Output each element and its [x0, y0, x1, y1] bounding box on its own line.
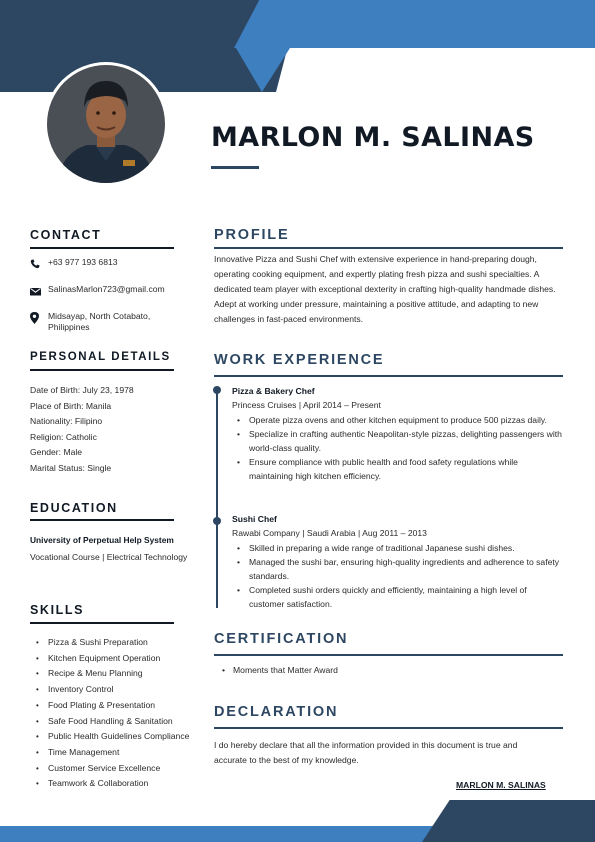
job-duty: • Skilled in preparing a wide range of traditional Japanese sushi dishes.: [242, 541, 564, 555]
job-duties: [242, 541, 564, 611]
header-blue-band: [234, 0, 595, 48]
profile-summary: Innovative Pizza and Sushi Chef with extensive experience in hand-preparing dough, operating cooking equipment, and expertly plating fresh pizza and sushi specialties. A dedicated team player with exceptional dexterity in crafting high-quality handmade dishes. Adept at working under pressure, maintaining a positive attitude, and adapting to new challenges in fast-paced environments.: [214, 254, 556, 324]
job-company-dates: Princess Cruises | April 2014 – Present: [232, 400, 381, 410]
email-address[interactable]: SalinasMarlon723@gmail.com: [48, 284, 165, 294]
personal-details-rule: [30, 369, 174, 371]
timeline-dot: [213, 386, 221, 394]
skill-item: • Teamwork & Collaboration: [36, 776, 196, 792]
personal-detail-religion: Religion: Catholic: [30, 431, 97, 442]
declaration-text: I do hereby declare that all the information provided in this document is true and accurate to the best of my knowledge.: [214, 740, 518, 765]
personal-detail-nationality: Nationality: Filipino: [30, 416, 103, 427]
contact-phone: [30, 256, 188, 274]
skill-item: • Time Management: [36, 745, 196, 761]
profile-photo: [44, 62, 168, 186]
job-duties: [242, 413, 564, 483]
address-text: Midsayap, North Cotabato, Philippines: [48, 311, 151, 332]
certification-heading: CERTIFICATION: [214, 631, 349, 647]
personal-details-heading: PERSONAL DETAILS: [30, 351, 171, 363]
contact-heading: CONTACT: [30, 228, 102, 242]
job-title: Sushi Chef: [232, 514, 277, 524]
education-course: Vocational Course | Electrical Technology: [30, 552, 188, 562]
skills-list: [36, 635, 196, 792]
personal-detail-birthplace: Place of Birth: Manila: [30, 400, 112, 411]
certification-rule: [214, 654, 563, 656]
work-experience-rule: [214, 375, 563, 377]
job-duty: • Ensure compliance with public health and food safety regulations while maintaining high kitchen efficiency.: [242, 455, 564, 483]
skill-item: • Food Plating & Presentation: [36, 698, 196, 714]
name-underline: [211, 166, 259, 169]
job-duty: • Specialize in crafting authentic Neapolitan-style pizzas, delighting passengers with world-class quality.: [242, 427, 564, 455]
timeline-dot: [213, 517, 221, 525]
phone-icon: [30, 256, 48, 274]
location-pin-icon: [30, 311, 48, 329]
certification-name: Moments that Matter Award: [233, 665, 338, 675]
job-entry-1: [232, 385, 564, 483]
job-title: Pizza & Bakery Chef: [232, 386, 315, 396]
candidate-name: MARLON M. SALINAS: [211, 122, 535, 153]
contact-address: [30, 311, 188, 333]
skill-item: • Customer Service Excellence: [36, 761, 196, 777]
skill-item: • Public Health Guidelines Compliance: [36, 729, 196, 745]
mail-icon: [30, 283, 48, 301]
job-duty: • Operate pizza ovens and other kitchen equipment to produce 500 pizzas daily.: [242, 413, 564, 427]
signature-name: MARLON M. SALINAS: [456, 780, 546, 790]
timeline-line: [216, 388, 218, 608]
phone-number: +63 977 193 6813: [48, 257, 118, 267]
profile-rule: [214, 247, 563, 249]
skill-item: • Safe Food Handling & Sanitation: [36, 714, 196, 730]
job-entry-2: [232, 513, 564, 611]
skill-item: • Pizza & Sushi Preparation: [36, 635, 196, 651]
contact-email: [30, 283, 188, 301]
declaration-heading: DECLARATION: [214, 704, 339, 720]
contact-rule: [30, 247, 174, 249]
education-school: University of Perpetual Help System: [30, 535, 174, 545]
education-entry: [30, 534, 190, 566]
certification-item: [222, 665, 338, 675]
education-rule: [30, 519, 174, 521]
declaration-rule: [214, 727, 563, 729]
bullet: •: [222, 665, 226, 675]
personal-detail-gender: Gender: Male: [30, 447, 83, 458]
personal-details-list: [30, 383, 180, 477]
education-heading: EDUCATION: [30, 501, 118, 515]
personal-detail-dob: Date of Birth: July 23, 1978: [30, 385, 134, 395]
footer-dark-shape: [422, 800, 595, 842]
job-company-dates: Rawabi Company | Saudi Arabia | Aug 2011 – 2013: [232, 528, 427, 538]
skill-item: • Kitchen Equipment Operation: [36, 651, 196, 667]
job-duty: • Completed sushi orders quickly and efficiently, maintaining a high level of customer satisfaction.: [242, 583, 564, 611]
skills-heading: SKILLS: [30, 603, 85, 617]
work-experience-heading: WORK EXPERIENCE: [214, 352, 385, 368]
personal-detail-marital-status: Marital Status: Single: [30, 462, 112, 473]
profile-heading: PROFILE: [214, 227, 290, 243]
skills-rule: [30, 622, 174, 624]
skill-item: • Recipe & Menu Planning: [36, 666, 196, 682]
skill-item: • Inventory Control: [36, 682, 196, 698]
job-duty: • Managed the sushi bar, ensuring high-quality ingredients and adherence to safety standards.: [242, 555, 564, 583]
